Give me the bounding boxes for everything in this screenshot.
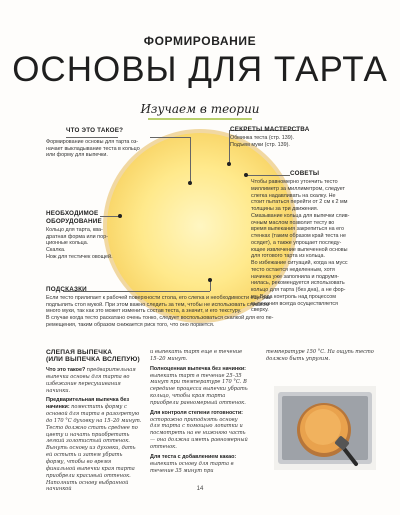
subtitle-underline: [148, 118, 252, 120]
hints-text: [46, 295, 276, 329]
text-line: Кольцо для тарта, ква-: [46, 227, 103, 233]
column-3: [266, 349, 378, 363]
page-title: ОСНОВЫ ДЛЯ ТАРТА: [12, 50, 388, 89]
text-line: дратная форма или пор-: [46, 233, 108, 240]
text-line: Если тесто прилипает к рабочей поверхности стола, его слегка и необходимости еще раз: [46, 295, 271, 301]
section-kicker: ФОРМИРОВАНИЕ: [143, 34, 257, 48]
column-1: [46, 367, 142, 493]
text-line: стенках (таким образом край теста не: [251, 233, 346, 239]
text-line: миллиметр за миллиметром, следует: [251, 185, 345, 192]
text-line: толщины за три движения.: [251, 206, 319, 212]
tips-text: [251, 179, 371, 314]
text-line: му. Вода контроль над процессом: [251, 293, 336, 300]
inline-bold: Полноценная выпечка без начинки:: [150, 365, 246, 372]
text-line: стоит пытаться перейти от 2 см к 2 мм: [251, 199, 348, 206]
heading-line: СЛЕПАЯ ВЫПЕЧКА: [46, 349, 113, 356]
connector-line: [190, 137, 191, 183]
text-line: Во избежание ситуаций, когда на мусс: [251, 260, 348, 266]
text-line: слегка надавливать на скалку. Не: [251, 192, 336, 199]
text-line: Чтобы равномерно утончить тесто: [251, 179, 338, 185]
column-2: [150, 349, 248, 474]
tips-heading: СОВЕТЫ: [290, 170, 320, 177]
text-line: Обминка теста (стр. 139).: [230, 135, 295, 141]
text-line: выпекания всегда осуществляется: [251, 300, 338, 307]
hints-heading: ПОДСКАЗКИ: [46, 286, 87, 293]
text-line: Подъем муки (стр. 139).: [230, 141, 290, 148]
blind-baking-heading: [46, 349, 140, 364]
text-line: осядет), а также упрощает последу-: [251, 239, 342, 246]
text-line: ремещения, таким образом снижается риск того, что оно порвется.: [46, 321, 215, 328]
text-line: Нож для тестичек овощей.: [46, 253, 113, 260]
text-line: для готового тарта из кольца.: [251, 253, 325, 260]
text-line: начает выкладывание теста в кольцо: [46, 145, 140, 152]
secrets-heading: СЕКРЕТЫ МАСТЕРСТВА: [230, 126, 310, 133]
text-line: очным маслом позволит тесту во: [251, 219, 335, 226]
secrets-text: [230, 135, 350, 148]
text-line: Смазывание кольца для выпечки слив-: [251, 212, 350, 219]
inline-italic: осторожно приподнять основу для тарта с помощью лопатки и посмотреть на ее нижнюю часть — она должна иметь равномерный оттенок.: [150, 416, 248, 450]
text-line: ционные кольца.: [46, 240, 89, 247]
connector-line: [150, 137, 190, 138]
heading-line: ОБОРУДОВАНИЕ: [46, 217, 102, 225]
text-line: В случае когда тесто раскатано очень тонко, следует воспользоваться скалкой для его пе-: [46, 315, 274, 322]
inline-bold: Что это такое?: [46, 367, 87, 373]
connector-dot: [227, 162, 231, 166]
what-heading: ЧТО ЭТО ТАКОЕ?: [66, 127, 124, 134]
connector-dot: [208, 278, 212, 282]
text-line: кольцо для тарта (без дна), а не фор-: [251, 287, 346, 293]
inline-italic: выпекать тарт в течение 25–35 минут при температуре 170 °С. В середине процесса выпечки убрать кольцо, чтобы края тарта приобрели равномерный оттенок.: [150, 372, 248, 406]
heading-line: НЕОБХОДИМОЕ: [46, 210, 99, 217]
text-line: сверху.: [251, 307, 269, 314]
text-line: тесто остается неделенным, хотя: [251, 266, 335, 273]
connector-line: [66, 137, 118, 138]
text-line: начинка уже заполнила и подрумя-: [251, 273, 339, 280]
equipment-heading: [46, 210, 126, 225]
what-block: [66, 127, 166, 135]
heading-line: (ИЛИ ВЫПЕЧКА ВСЛЕПУЮ): [46, 356, 140, 364]
text-line: ющее извлечение выпеченной основы: [251, 246, 348, 253]
tart-photo-illustration: [274, 386, 376, 470]
inline-italic: предварительная выпечка основы для тарта во избежание пересушивания начинки.: [46, 367, 136, 394]
text-line: много муки, так как это может изменить состав теста, а значит, и его текстуру.: [46, 308, 242, 315]
inline-bold: Для теста с добавлением какао:: [150, 453, 237, 460]
page-number: 14: [196, 486, 204, 492]
secrets-block: [230, 126, 340, 134]
text-line: Скалка.: [46, 247, 66, 254]
text-line: нилась, рекомендуется использовать: [251, 280, 345, 287]
connector-line: [246, 175, 290, 176]
inline-italic: выпекать основу для тарта в течение 35 минут при: [150, 460, 234, 474]
text-line: время выпекания закрепиться на его: [251, 226, 344, 233]
equipment-text: [46, 227, 126, 261]
inline-italic: температуре 150 °С. На ощупь тесто должно быть упругим.: [266, 349, 374, 362]
inline-bold: Для контроля степени готовности:: [150, 409, 243, 416]
inline-italic: поместить форму с основой для тарта в разогретую до 170 °С духовку на 15–20 минут. Тесто должно стать среднее по цвету и начать приобретать легкий золотистый оттенок. Вынуть основу из духовки, дать ей остыть и затем убрать форму, чтобы во время финальной выпечки края тарта приобрели красивый оттенок. Наполнить основу выбранной начинкой: [46, 404, 142, 493]
subtitle-script: Изучаем в теории: [140, 102, 260, 116]
text-line: подпылить стол мукой. При этом важно следить за тем, чтобы не использовать слишком: [46, 301, 270, 308]
tart-photo: [274, 386, 376, 470]
what-text: [46, 139, 176, 159]
connector-dot: [188, 181, 192, 185]
text-line: или форму для выпечки.: [46, 152, 108, 159]
text-line: Формирование основы для тарта оз-: [46, 139, 139, 145]
connector-dot: [244, 173, 248, 177]
inline-italic: и выпекать тарт еще в течение 15–20 минут.: [150, 349, 243, 362]
inline-bold: Предварительная выпечка без начинки:: [46, 397, 130, 411]
